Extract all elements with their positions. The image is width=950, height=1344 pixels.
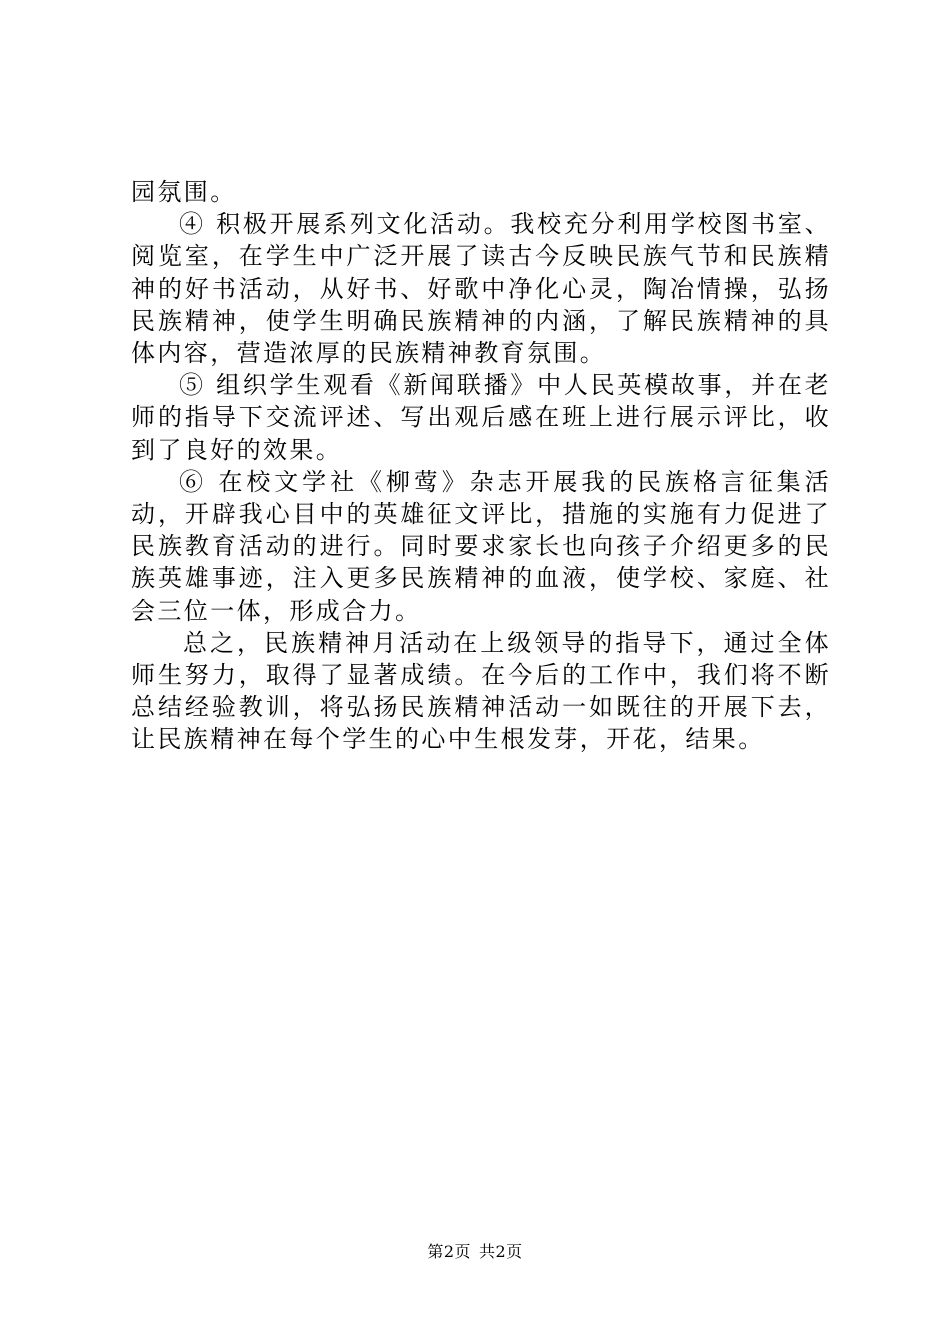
page-number-current: 第2页 <box>427 1242 471 1261</box>
paragraph-item-6: ⑥ 在校文学社《柳莺》杂志开展我的民族格言征集活动，开辟我心目中的英雄征文评比，措施的实施有力促进了民族教育活动的进行。同时要求家长也向孩子介绍更多的民族英雄事迹，注入更多民族精神的血液，使学校、家庭、社会三位一体，形成合力。 <box>131 467 831 625</box>
paragraph-item-4: ④ 积极开展系列文化活动。我校充分利用学校图书室、阅览室，在学生中广泛开展了读古今反映民族气节和民族精神的好书活动，从好书、好歌中净化心灵，陶冶情操，弘扬民族精神，使学生明确民族精神的内涵，了解民族精神的具体内容，营造浓厚的民族精神教育氛围。 <box>131 210 831 368</box>
paragraph-continuation: 园氛围。 <box>131 178 237 206</box>
page-footer <box>0 1242 950 1262</box>
page-number-total: 共2页 <box>479 1242 523 1261</box>
paragraph-summary: 总之，民族精神月活动在上级领导的指导下，通过全体师生努力，取得了显著成绩。在今后的工作中，我们将不断总结经验教训，将弘扬民族精神活动一如既往的开展下去，让民族精神在每个学生的心中生根发芽，开花，结果。 <box>131 628 831 754</box>
document-body <box>131 176 831 756</box>
paragraph-item-5: ⑤ 组织学生观看《新闻联播》中人民英模故事，并在老师的指导下交流评述、写出观后感在班上进行展示评比，收到了良好的效果。 <box>131 371 831 464</box>
